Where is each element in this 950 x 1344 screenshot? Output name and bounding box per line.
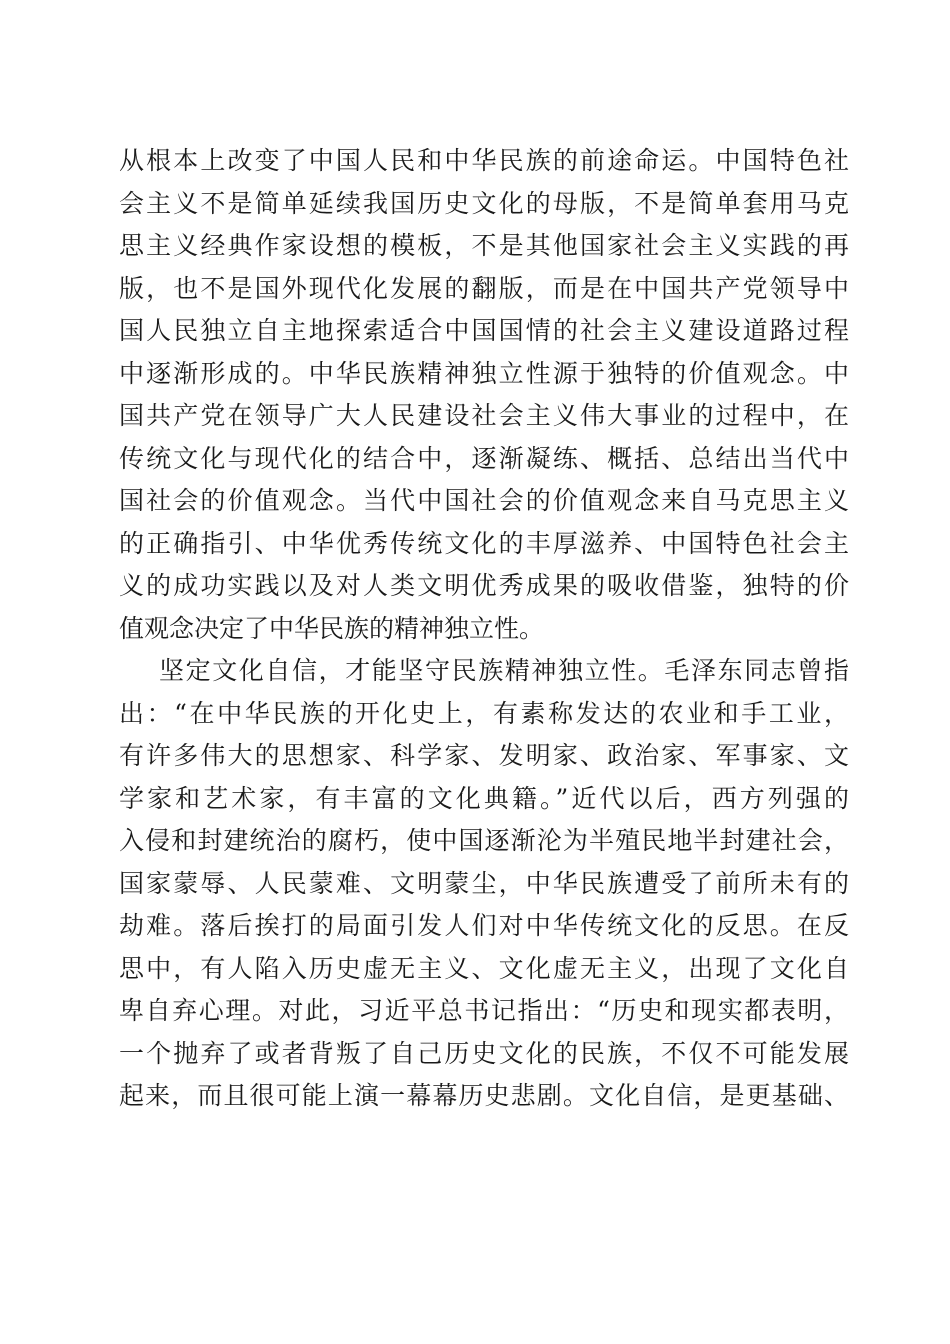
text-line: 版，也不是国外现代化发展的翻版，而是在中国共产党领导中 xyxy=(119,273,849,303)
text-line: 思中，有人陷入历史虚无主义、文化虚无主义，出现了文化自 xyxy=(119,953,849,983)
text-line: 国共产党在领导广大人民建设社会主义伟大事业的过程中，在 xyxy=(119,401,849,430)
text-line: 出：“在中华民族的开化史上，有素称发达的农业和手工业， xyxy=(119,698,849,728)
text-line: 中逐渐形成的。中华民族精神独立性源于独特的价值观念。中 xyxy=(119,358,849,388)
text-line: 国人民独立自主地探索适合中国国情的社会主义建设道路过程 xyxy=(119,316,849,345)
text-line: 义的成功实践以及对人类文明优秀成果的吸收借鉴，独特的价 xyxy=(119,571,849,600)
text-line: 一个抛弃了或者背叛了自己历史文化的民族，不仅不可能发展 xyxy=(119,1038,849,1068)
text-line: 思主义经典作家设想的模板，不是其他国家社会主义实践的再 xyxy=(119,231,849,260)
text-line: 国社会的价值观念。当代中国社会的价值观念来自马克思主义 xyxy=(119,486,849,515)
body-text xyxy=(119,140,849,1118)
text-line: 传统文化与现代化的结合中，逐渐凝练、概括、总结出当代中 xyxy=(119,443,849,473)
text-line: 学家和艺术家，有丰富的文化典籍。”近代以后，西方列强的 xyxy=(119,783,849,813)
text-line: 起来，而且很可能上演一幕幕历史悲剧。文化自信，是更基础、 xyxy=(119,1081,849,1110)
text-line: 的正确指引、中华优秀传统文化的丰厚滋养、中国特色社会主 xyxy=(119,528,849,558)
text-line: 坚定文化自信，才能坚守民族精神独立性。毛泽东同志曾指 xyxy=(159,656,849,685)
text-line: 有许多伟大的思想家、科学家、发明家、政治家、军事家、文 xyxy=(119,741,849,770)
text-line: 会主义不是简单延续我国历史文化的母版，不是简单套用马克 xyxy=(119,188,849,218)
text-line: 劫难。落后挨打的局面引发人们对中华传统文化的反思。在反 xyxy=(119,911,849,940)
text-line: 值观念决定了中华民族的精神独立性。 xyxy=(119,613,545,643)
text-line: 入侵和封建统治的腐朽，使中国逐渐沦为半殖民地半封建社会， xyxy=(119,826,849,855)
text-line: 卑自弃心理。对此，习近平总书记指出：“历史和现实都表明， xyxy=(119,996,849,1025)
text-line: 国家蒙辱、人民蒙难、文明蒙尘，中华民族遭受了前所未有的 xyxy=(119,868,849,898)
text-line: 从根本上改变了中国人民和中华民族的前途命运。中国特色社 xyxy=(119,146,849,175)
